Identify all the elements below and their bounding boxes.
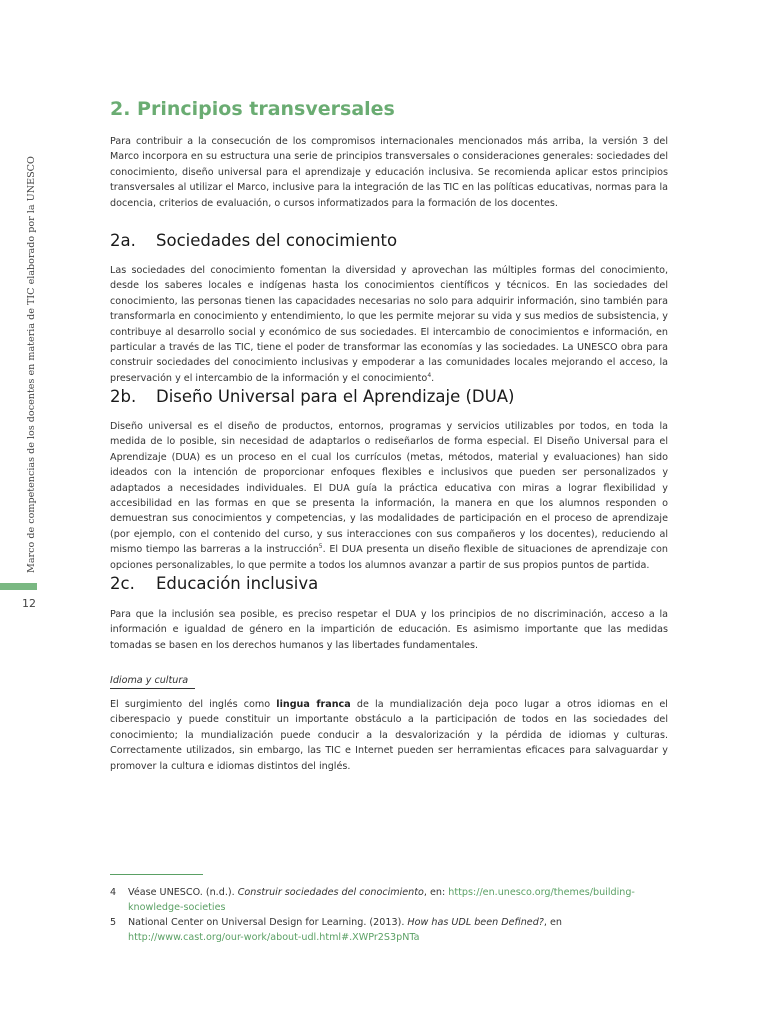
language-culture-subheading: Idioma y cultura (110, 675, 189, 686)
subsection-text-2c: Para que la inclusión sea posible, es preciso respetar el DUA y los principios de no discriminación, acceso a la información e igualdad de género en la impartición de educación. Es asimismo importante que las medidas tomadas se basen en los derechos humanos y las libertades fundamentales. (110, 609, 668, 651)
footnote-ref[interactable]: 5 (318, 543, 323, 551)
section-intro: Para contribuir a la consecución de los compromisos internacionales mencionados más arriba, la versión 3 del Marco incorpora en su estructura una serie de principios transversales o consideraciones generales: sociedades del conocimiento, diseño universal para el aprendizaje y educación inclusiva. Se recomienda aplicar estos principios transversales al utilizar el Marco, inclusive para la integración de las TIC en las políticas educativas, normas para la docencia, criterios de evaluación, o cursos informatizados para la formación de los docentes. (110, 136, 668, 209)
subsection-text-2b: Diseño universal es el diseño de productos, entornos, programas y servicios utilizables por todos, en toda la medida de lo posible, sin necesidad de adaptarlos o rediseñarlos de forma especial. El Diseño Universal para el Aprendizaje (DUA) es un proceso en el cual los currículos (metas, métodos, material y evaluaciones) han sido ideados con la intención de proporcionar enfoques flexibles e inclusivos que pueden ser personalizados y adaptados a necesidades individuales. El DUA guía la práctica educativa con miras a lograr flexibilidad y accesibilidad en las formas en que se presenta la información, la manera en que los alumnos responden o demuestran sus conocimientos y competencias, y las modalidades de participación en el proceso de aprendizaje (por ejemplo, con el contenido del curso, y sus interacciones con sus compañeros y los docentes), reduciendo al mismo tiempo las barreras a la instrucción$^5$. El DUA presenta un diseño flexible de situaciones de aprendizaje con opciones personalizables, lo que permite a todos los alumnos avanzar a partir de sus propios puntos de partida. (110, 421, 668, 571)
subsection-number: 2c. (110, 574, 135, 593)
footnote-link[interactable]: https://en.unesco.org/themes/building-knowledge-societies (128, 887, 635, 913)
subsection-title: Educación inclusiva (156, 574, 319, 593)
subsection-number: 2b. (110, 387, 137, 406)
language-culture-text: El surgimiento del inglés como lingua franca de la mundialización deja poco lugar a otros idiomas en el ciberespacio y puede constituir un importante obstáculo a la participación de todos en las sociedades del conocimiento; la mundialización puede conducir a la desvalorización y la pérdida de idiomas y culturas. Correctamente utilizados, sin embargo, las TIC e Internet pueden ser herramientas eficaces para salvaguardar y promover la cultura e idiomas distintos del inglés. (110, 699, 668, 772)
subsection-number: 2a. (110, 231, 136, 250)
sidebar-accent-bar (0, 583, 37, 590)
subsection-heading-2c (110, 574, 318, 593)
section-title: 2. Principios transversales (110, 98, 395, 120)
page-number: 12 (22, 597, 36, 610)
subheading-underline (110, 688, 195, 689)
footnote-separator (110, 874, 203, 875)
subsection-title: Diseño Universal para el Aprendizaje (DUA) (156, 387, 515, 406)
footnote-number: 4 (110, 887, 117, 898)
footnote-4: 4 Véase UNESCO. (n.d.). Construir sociedades del conocimiento, en: https://en.unesco.org/themes/building-knowledge-societies (110, 887, 635, 913)
subsection-text-2a: Las sociedades del conocimiento fomentan la diversidad y aprovechan las múltiples formas del conocimiento, desde los saberes locales e indígenas hasta los conocimientos científicos y técnicos. En las sociedades del conocimiento, las personas tienen las capacidades necesarias no solo para adquirir información, sino también para transformarla en conocimiento y entendimiento, lo que les permite mejorar su vida y sus medios de subsistencia, y contribuye al desarrollo social y económico de sus sociedades. El intercambio de conocimientos e información, en particular a través de las TIC, tiene el poder de transformar las economías y las sociedades. La UNESCO obra para construir sociedades del conocimiento inclusivas y empoderar a las comunidades locales mejorando el acceso, la preservación y el intercambio de la información y el conocimiento$^4$. (110, 265, 668, 384)
subsection-heading-2b (110, 387, 514, 406)
footnote-ref[interactable]: 4 (427, 371, 432, 379)
footnote-5: 5 National Center on Universal Design for Learning. (2013). How has UDL been Defined?, en http://www.cast.org/our-work/about-udl.html#.XWPr2S3pNTa (110, 917, 562, 943)
footnote-number: 5 (110, 917, 117, 928)
subsection-title: Sociedades del conocimiento (156, 231, 398, 250)
footnote-link[interactable]: http://www.cast.org/our-work/about-udl.html#.XWPr2S3pNTa (128, 932, 420, 943)
lingua-franca-term: lingua franca (276, 699, 351, 710)
subsection-heading-2a (110, 231, 397, 250)
running-title: Marco de competencias de los docentes en materia de TIC elaborado por la UNESCO (26, 156, 37, 573)
